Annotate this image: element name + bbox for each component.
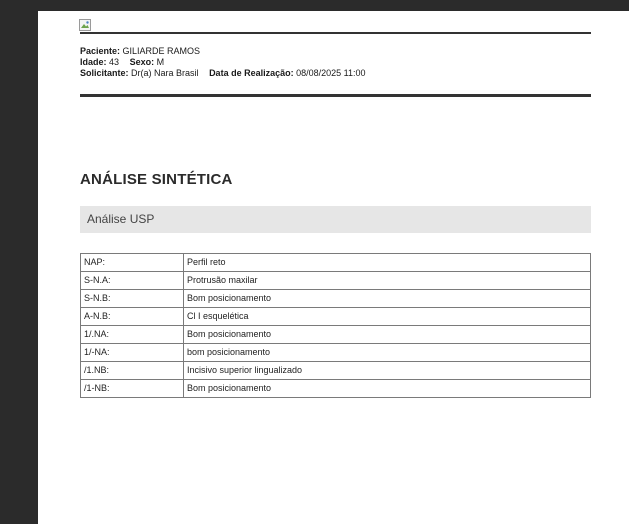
top-bar-cap: [619, 0, 629, 11]
result-cell: Bom posicionamento: [184, 290, 591, 308]
broken-image-icon: [79, 19, 91, 31]
subheader-label: Análise USP: [87, 212, 155, 226]
parameter-cell: S-N.B:: [81, 290, 184, 308]
sex-value: M: [156, 57, 165, 67]
results-table: [80, 253, 591, 398]
table-row: [81, 272, 591, 290]
requester-value: Dr(a) Nara Brasil: [131, 68, 199, 78]
parameter-cell: A-N.B:: [81, 308, 184, 326]
date-label: Data de Realização:: [209, 68, 294, 78]
parameter-cell: 1/-NA:: [81, 344, 184, 362]
viewer-left-margin: [0, 0, 38, 524]
table-row: [81, 308, 591, 326]
date-value: 08/08/2025 11:00: [296, 68, 366, 78]
age-value: 43: [109, 57, 120, 67]
sex-label: Sexo:: [129, 57, 155, 67]
table-row: [81, 254, 591, 272]
table-row: [81, 326, 591, 344]
patient-info: [80, 46, 591, 79]
header-bottom-rule: [80, 94, 591, 97]
table-row: [81, 290, 591, 308]
parameter-cell: NAP:: [81, 254, 184, 272]
result-cell: Protrusão maxilar: [184, 272, 591, 290]
parameter-cell: /1-NB:: [81, 380, 184, 398]
table-row: [81, 344, 591, 362]
section-title: ANÁLISE SINTÉTICA: [80, 171, 233, 188]
result-cell: Bom posicionamento: [184, 380, 591, 398]
table-row: [81, 362, 591, 380]
result-cell: Perfil reto: [184, 254, 591, 272]
result-cell: Cl I esquelética: [184, 308, 591, 326]
patient-line: [80, 46, 591, 57]
result-cell: Incisivo superior lingualizado: [184, 362, 591, 380]
parameter-cell: S-N.A:: [81, 272, 184, 290]
report-page: [38, 0, 629, 524]
parameter-cell: 1/.NA:: [81, 326, 184, 344]
patient-name: GILIARDE RAMOS: [122, 46, 201, 56]
parameter-cell: /1.NB:: [81, 362, 184, 380]
age-label: Idade:: [80, 57, 107, 67]
result-cell: bom posicionamento: [184, 344, 591, 362]
analysis-subheader: [80, 206, 591, 233]
page-top-bar: [38, 0, 629, 11]
patient-label: Paciente:: [80, 46, 121, 56]
age-sex-line: [80, 57, 591, 68]
header-top-rule: [80, 32, 591, 34]
requester-label: Solicitante:: [80, 68, 129, 78]
table-row: [81, 380, 591, 398]
result-cell: Bom posicionamento: [184, 326, 591, 344]
requester-line: [80, 68, 591, 79]
